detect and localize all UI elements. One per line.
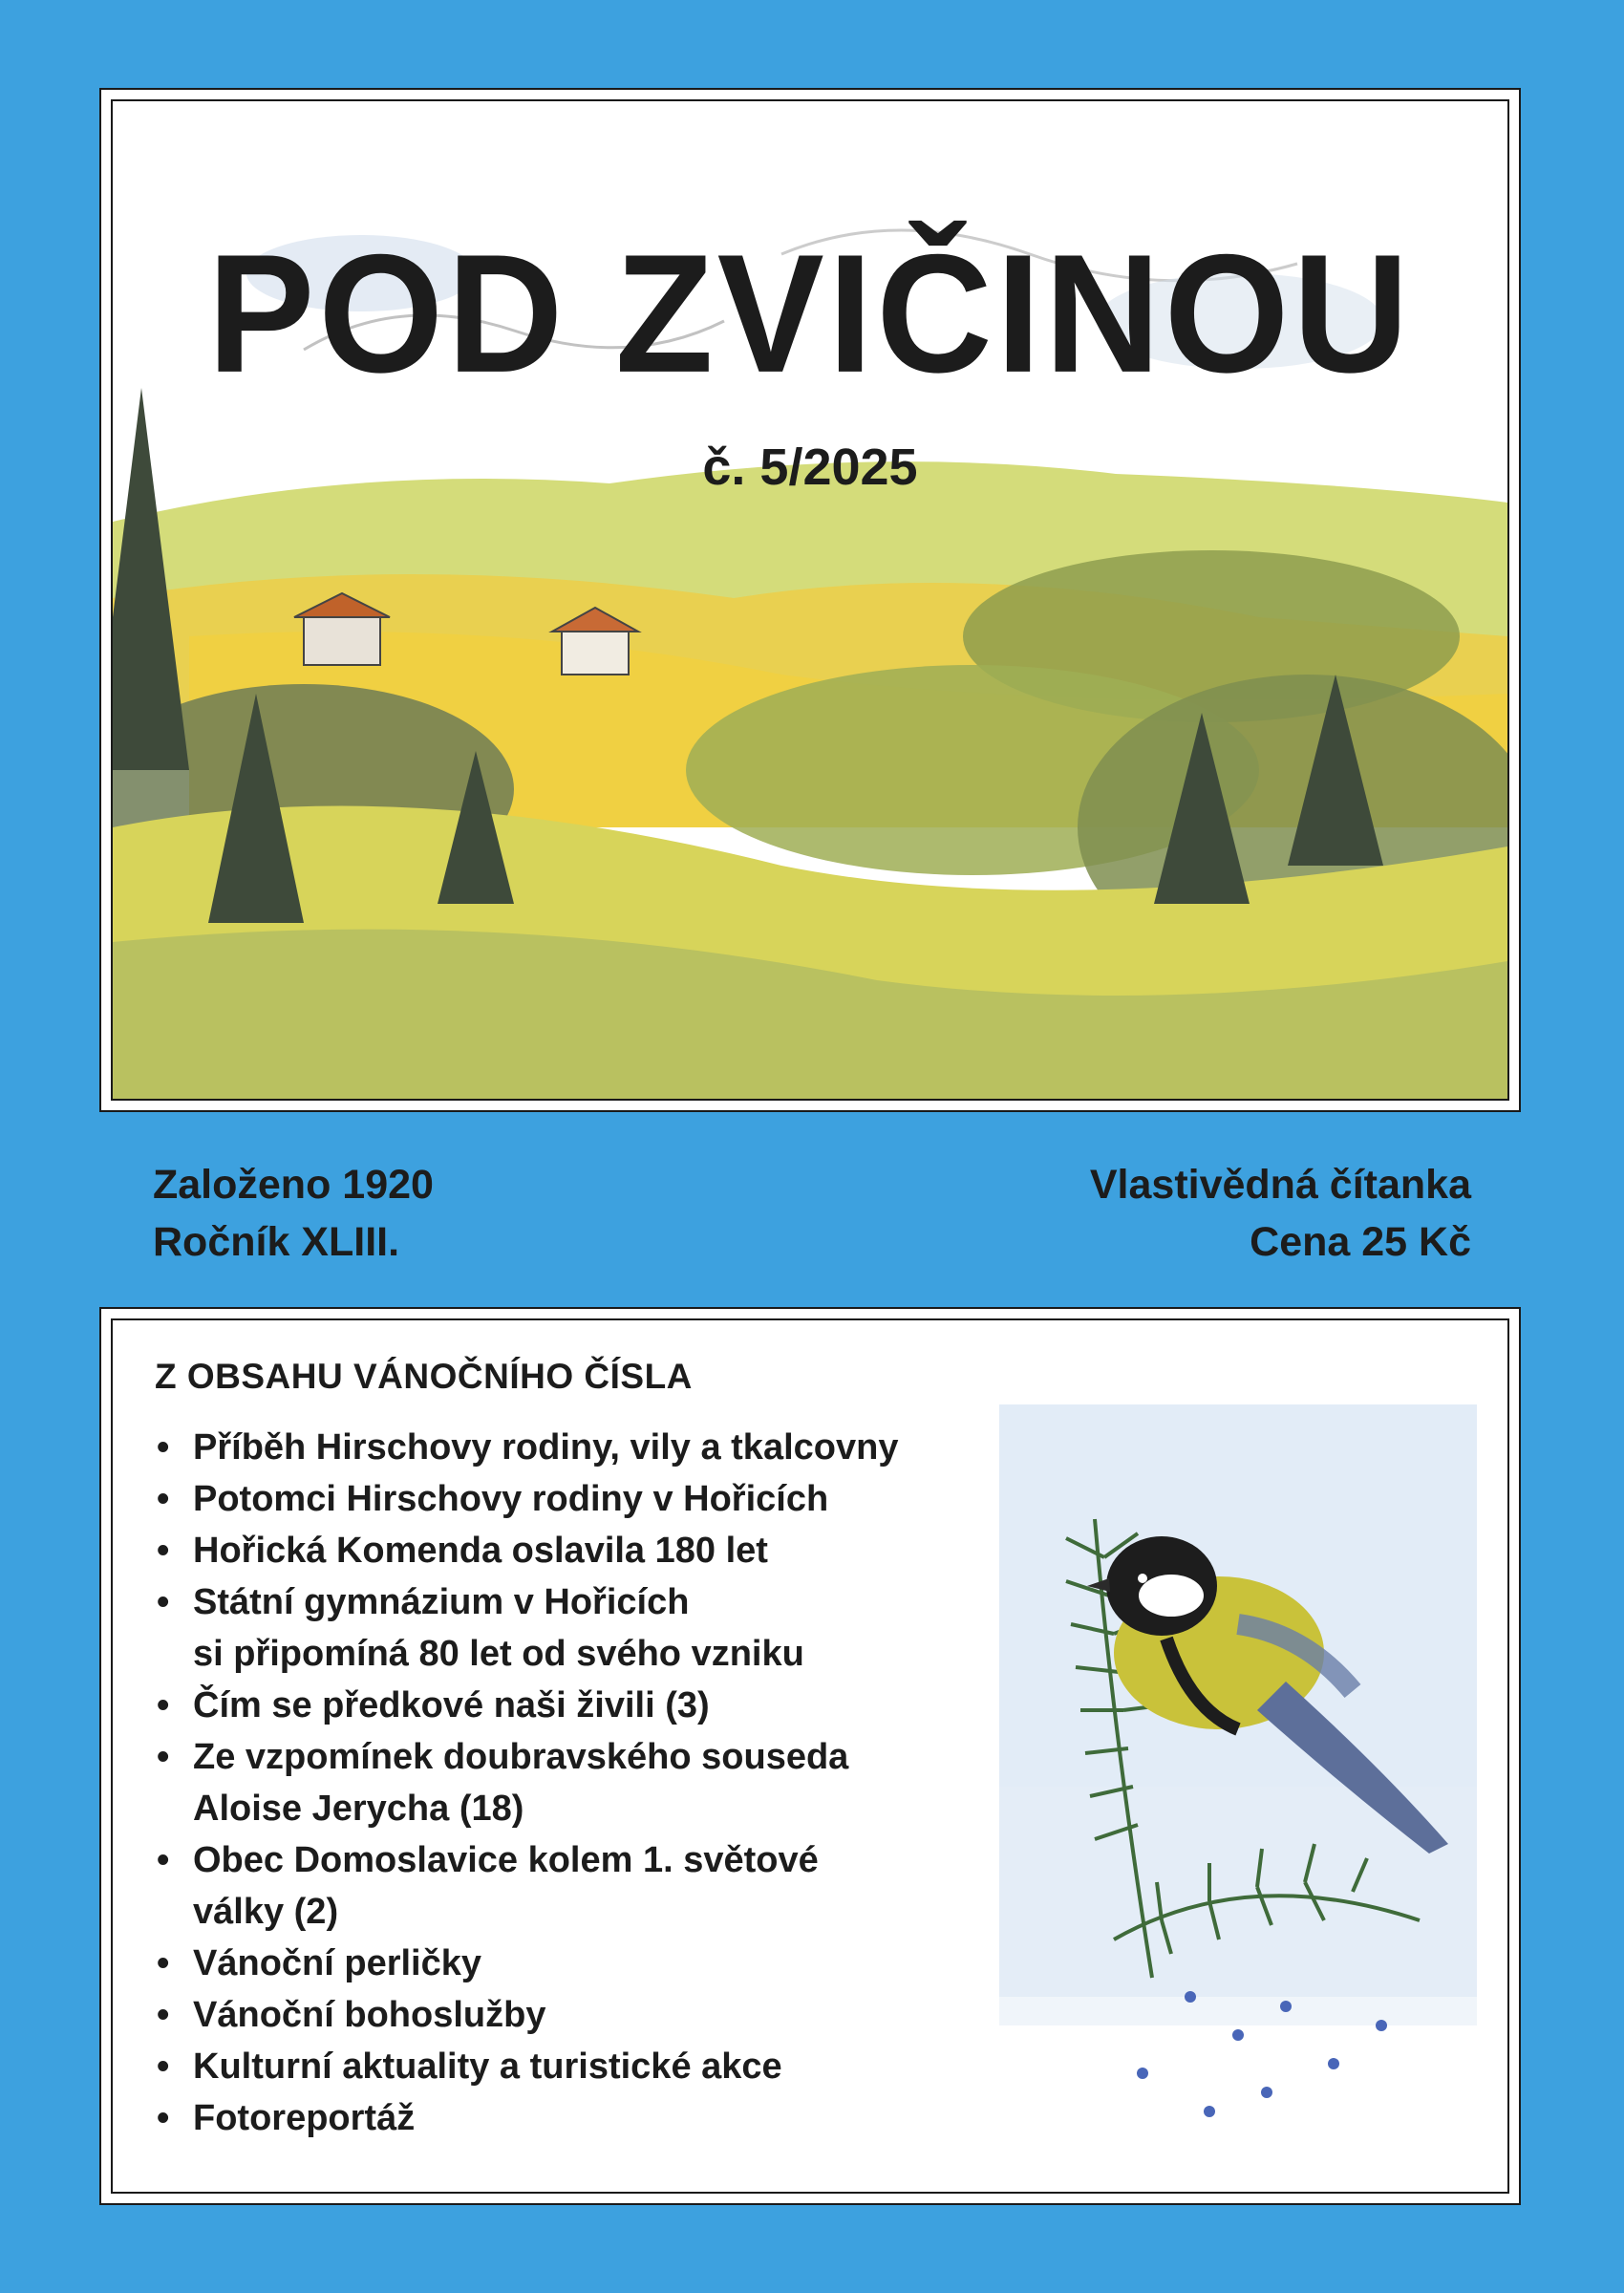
contents-item: • Kulturní aktuality a turistické akce	[155, 2041, 1015, 2092]
contents-item: • Hořická Komenda oslavila 180 let	[155, 1525, 1015, 1576]
great-tit-illustration	[999, 1404, 1477, 2169]
contents-item: • Vánoční bohoslužby	[155, 1989, 1015, 2041]
cover-illustration-frame	[99, 88, 1521, 1112]
contents-item: • Ze vzpomínek doubravského souseda	[155, 1731, 1015, 1783]
issue-number: č. 5/2025	[702, 439, 918, 496]
contents-item: • Státní gymnázium v Hořicích	[155, 1576, 1015, 1628]
contents-item-continued: Aloise Jerycha (18)	[193, 1789, 524, 1829]
contents-list	[155, 1422, 1015, 2144]
contents-item: • Vánoční perličky	[155, 1938, 1015, 1989]
contents-item: • Obec Domoslavice kolem 1. světové	[155, 1834, 1015, 1886]
founding-info	[153, 1156, 434, 1271]
contents-item: • Potomci Hirschovy rodiny v Hořicích	[155, 1473, 1015, 1525]
contents-item: • Čím se předkové naši živili (3)	[155, 1680, 1015, 1731]
magazine-title: POD ZVIČINOU	[207, 219, 1413, 408]
contents-frame	[99, 1307, 1521, 2205]
contents-heading: Z OBSAHU VÁNOČNÍHO ČÍSLA	[155, 1357, 693, 1396]
price-line: Cena 25 Kč	[1250, 1219, 1471, 1265]
publication-info	[1090, 1156, 1471, 1271]
contents-item-continued: války (2)	[193, 1892, 339, 1932]
contents-list-section	[155, 1357, 1015, 2144]
subtitle-line: Vlastivědná čítanka	[1089, 1162, 1471, 1208]
contents-item-continued: si připomíná 80 let od svého vzniku	[193, 1634, 804, 1674]
founded-line: Založeno 1920	[153, 1162, 434, 1208]
contents-item: • Fotoreportáž	[155, 2092, 1015, 2144]
volume-line: Ročník XLIII.	[153, 1219, 400, 1265]
contents-item: • Příběh Hirschovy rodiny, vily a tkalcovny	[155, 1422, 1015, 1473]
